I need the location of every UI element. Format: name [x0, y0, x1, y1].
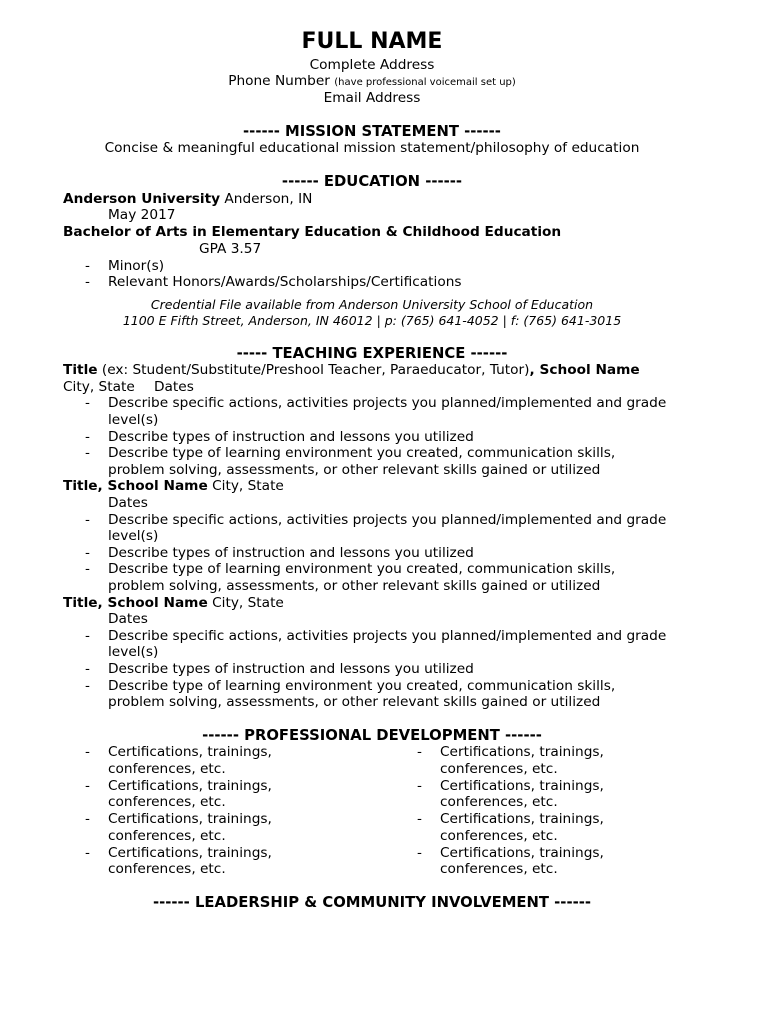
- full-name: FULL NAME: [301, 29, 443, 54]
- bullet-text: - Relevant Honors/Awards/Scholarships/Certifications: [108, 274, 462, 291]
- phone-number: Phone Number: [228, 73, 330, 90]
- header-and-education: [63, 57, 681, 292]
- phone-note: (have professional voicemail set up): [334, 77, 516, 89]
- job-title: Title: [63, 594, 98, 611]
- bullet-text: conferences, etc.: [440, 761, 558, 777]
- credential-contact: 1100 E Fifth Street, Anderson, IN 46012 | p: (765) 641-4052 | f: (765) 641-3015: [122, 313, 622, 328]
- list-item: [63, 778, 383, 811]
- bullet-text: - Describe types of instruction and lessons you utilized: [108, 660, 474, 677]
- education-heading: ------ EDUCATION ------: [281, 172, 463, 190]
- bullet-text: problem solving, assessments, or other relevant skills gained or utilized: [108, 578, 601, 594]
- bullet-text: - Describe types of instruction and lessons you utilized: [108, 428, 474, 445]
- credential-text: Credential File available from Anderson University School of Education: [150, 297, 594, 312]
- development-column-right: [395, 744, 715, 878]
- teaching-heading: ----- TEACHING EXPERIENCE ------: [236, 344, 508, 362]
- email: Email Address: [323, 90, 421, 107]
- leadership-heading: ------ LEADERSHIP & COMMUNITY INVOLVEMENT ------: [152, 893, 592, 911]
- school-location: Anderson, IN: [224, 190, 313, 207]
- job-dates: Dates: [108, 611, 148, 628]
- bullet-text: level(s): [108, 644, 159, 661]
- list-item: [63, 744, 383, 777]
- list-item: [63, 545, 681, 562]
- bullet-text: - Certifications, trainings,: [440, 811, 604, 828]
- bullet-text: - Describe specific actions, activities projects you planned/implemented and grade: [108, 511, 667, 528]
- job-title: Title: [63, 478, 98, 495]
- bullet-text: conferences, etc.: [440, 861, 558, 878]
- list-item: [395, 744, 715, 777]
- list-item: [395, 811, 715, 844]
- bullet-text: problem solving, assessments, or other relevant skills gained or utilized: [108, 461, 601, 478]
- bullet-text: problem solving, assessments, or other relevant skills gained or utilized: [108, 694, 601, 711]
- professional-development-heading: ------ PROFESSIONAL DEVELOPMENT ------: [202, 726, 542, 744]
- degree: Bachelor of Arts in Elementary Education & Childhood Education: [63, 224, 562, 241]
- development-column-left: [63, 744, 383, 878]
- professional-development: [63, 728, 681, 912]
- job-school: , School Name: [97, 478, 208, 495]
- job-title-line: [63, 595, 681, 612]
- phone-line: [63, 73, 681, 90]
- list-item: [63, 395, 681, 428]
- bullet-text: - Certifications, trainings,: [440, 777, 604, 794]
- job-location: City, State: [212, 478, 284, 495]
- teaching-experience: [63, 346, 681, 711]
- list-item: [63, 661, 681, 678]
- list-item: [63, 274, 681, 291]
- bullet-text: - Certifications, trainings,: [108, 777, 272, 794]
- graduation-date: May 2017: [108, 207, 176, 224]
- bullet-text: level(s): [108, 528, 159, 545]
- list-item: [63, 258, 681, 275]
- job-dates: Dates: [154, 378, 194, 395]
- bullet-text: - Certifications, trainings,: [108, 811, 272, 828]
- list-item: [63, 429, 681, 446]
- list-item: [63, 811, 383, 844]
- bullet-text: - Describe type of learning environment you created, communication skills,: [108, 561, 616, 578]
- bullet-text: - Describe type of learning environment you created, communication skills,: [108, 445, 616, 462]
- bullet-text: - Certifications, trainings,: [108, 744, 272, 761]
- address: Complete Address: [309, 56, 435, 73]
- bullet-text: conferences, etc.: [108, 827, 226, 844]
- bullet-text: - Describe type of learning environment you created, communication skills,: [108, 677, 616, 694]
- list-item: [63, 845, 383, 878]
- list-item: [63, 445, 681, 478]
- bullet-text: conferences, etc.: [108, 794, 226, 811]
- job-title-line: [63, 478, 681, 495]
- mission-text: Concise & meaningful educational mission statement/philosophy of education: [104, 140, 640, 157]
- bullet-text: - Describe specific actions, activities projects you planned/implemented and grade: [108, 395, 667, 412]
- bullet-text: - Describe specific actions, activities projects you planned/implemented and grade: [108, 627, 667, 644]
- bullet-text: conferences, etc.: [108, 861, 226, 878]
- job-title: Title: [63, 362, 98, 379]
- job-location: City, State: [212, 594, 284, 611]
- bullet-text: conferences, etc.: [440, 827, 558, 844]
- bullet-text: - Describe types of instruction and lessons you utilized: [108, 544, 474, 561]
- school-line: [63, 191, 681, 208]
- list-item: [63, 678, 681, 711]
- bullet-text: - Certifications, trainings,: [440, 844, 604, 861]
- bullet-text: - Certifications, trainings,: [440, 744, 604, 761]
- job-school: , School Name: [529, 362, 640, 379]
- list-item: [395, 778, 715, 811]
- list-item: [63, 628, 681, 661]
- mission-heading: ------ MISSION STATEMENT ------: [243, 122, 501, 140]
- school-name: Anderson University: [63, 190, 221, 207]
- job-location: City, State: [63, 378, 135, 395]
- job-location-line: [63, 379, 681, 396]
- gpa: GPA 3.57: [199, 240, 262, 257]
- bullet-text: - Certifications, trainings,: [108, 844, 272, 861]
- job-dates: Dates: [108, 495, 148, 512]
- bullet-text: conferences, etc.: [108, 761, 226, 777]
- job-title-line: [63, 362, 681, 379]
- bullet-text: level(s): [108, 412, 159, 429]
- credential-note: [63, 297, 681, 329]
- job-school: , School Name: [97, 594, 208, 611]
- list-item: [63, 512, 681, 545]
- list-item: [63, 561, 681, 594]
- bullet-text: - Minor(s): [108, 257, 165, 274]
- bullet-text: conferences, etc.: [440, 794, 558, 811]
- development-columns: [63, 744, 681, 878]
- job-title-note: (ex: Student/Substitute/Preshool Teacher, Paraeducator, Tutor): [101, 362, 530, 379]
- list-item: [395, 845, 715, 878]
